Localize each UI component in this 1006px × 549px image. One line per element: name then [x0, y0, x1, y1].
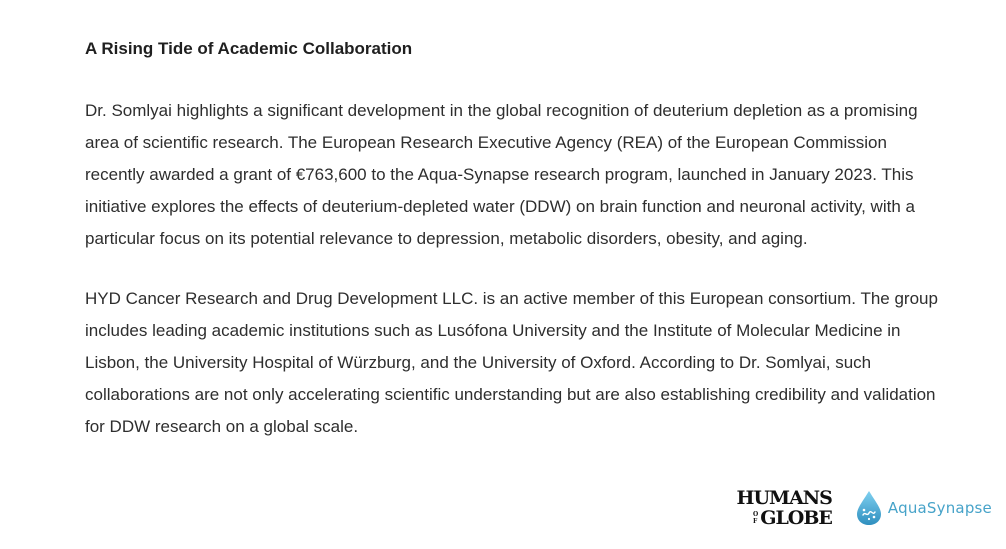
water-drop-icon: [854, 489, 884, 527]
article-paragraph-2: HYD Cancer Research and Drug Development LLC. is an active member of this European consortium. The group includes leading academic institutions such as Lusófona University and the Institute of Molecular Medicine in Lisbon, the University Hospital of Würzburg, and the University of Oxford. According to Dr. Somlyai, such collaborations are not only accelerating scientific understanding but are also establishing credibility and validation for DDW research on a global scale.: [85, 289, 938, 436]
humans-of-globe-logo-line2: [753, 508, 832, 528]
article-paragraph-1: Dr. Somlyai highlights a significant development in the global recognition of deuterium depletion as a promising area of scientific research. The European Research Executive Agency (REA) of the European Commission recently awarded a grant of €763,600 to the Aqua-Synapse research program, launched in January 2023. This initiative explores the effects of deuterium-depleted water (DDW) on brain function and neuronal activity, with a particular focus on its potential relevance to depression, metabolic disorders, obesity, and aging.: [85, 101, 918, 248]
humans-of-globe-logo-of: [753, 511, 758, 525]
humans-of-globe-logo-line1: HUMANS: [736, 487, 832, 509]
aquasynapse-logo: [854, 489, 992, 527]
humans-of-globe-logo-of-f: F: [752, 518, 758, 525]
humans-of-globe-logo: [737, 488, 832, 528]
humans-of-globe-logo-of-o: O: [752, 511, 759, 518]
article-heading: A Rising Tide of Academic Collaboration: [85, 39, 413, 58]
aquasynapse-logo-text: AquaSynapse: [887, 499, 992, 517]
logos-footer: [737, 483, 992, 533]
article: [85, 36, 945, 471]
humans-of-globe-logo-globe: GLOBE: [760, 507, 832, 529]
